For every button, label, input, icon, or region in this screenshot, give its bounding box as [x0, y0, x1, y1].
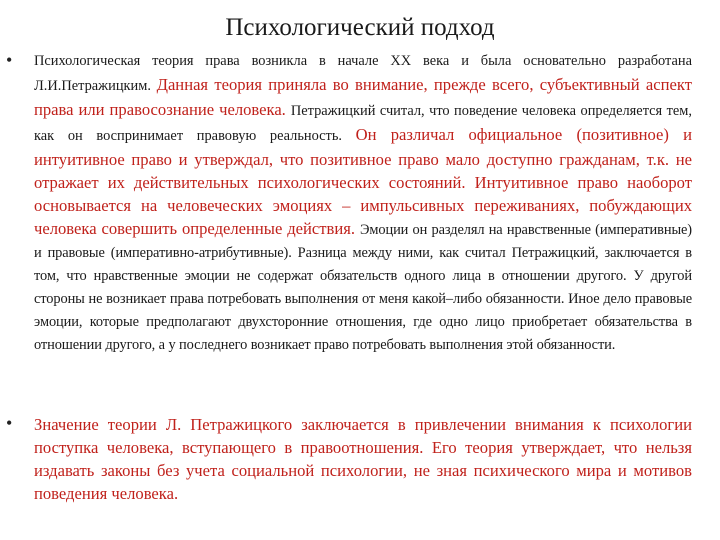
bullet-1-segment-1: Психологическая теория права возникла в начале XX века и была основательно разработана Л.И.Петражицким.	[34, 53, 692, 94]
bullet-marker-1: •	[6, 50, 13, 70]
bullet-1-segment-3: Петражицкий считал, что поведение человека определяется тем, как он воспринимает правовую реальность.	[34, 103, 692, 144]
bullet-2-segment-1: Значение теории Л. Петражицкого заключается в привлечении внимания к психологии поступка человека, вступающего в правоотношения. Его теория утверждает, что нельзя издавать законы без учета социальной психологии, не зная психического мира и мотивов поведения человека.	[34, 415, 692, 503]
bullet-marker-2: •	[6, 413, 13, 433]
bullet-1-segment-4: Он различал официальное (позитивное) и интуитивное право и утверждал, что позитивное право мало доступно гражданам, т.к. не отражает их действительных психологических состояний. Интуитивное право наоборот основывается на человеческих эмоциях – импульсивных переживаниях, побуждающих человека совершить определенные действия.	[34, 125, 692, 238]
bullet-2-text	[34, 413, 692, 505]
bullet-1-segment-2: Данная теория приняла во внимание, прежде всего, субъективный аспект права или правосознание человека.	[34, 75, 692, 119]
bullet-1-text	[34, 50, 692, 357]
bullet-1-segment-5: Эмоции он разделял на нравственные (императивные) и правовые (императивно-атрибутивные). Разница между ними, как считал Петражицкий, заключается в том, что нравственные эмоции не содержат обязательств одного лица в отношении другого. У другой стороны не возникает права потребовать выполнения от меня какой–либо обязанности. Иное дело правовые эмоции, которые предполагают двухсторонние отношения, где одно лицо приобретает обязательства в отношении другого, а у последнего возникает право потребовать выполнения этой обязанности.	[34, 222, 692, 353]
slide-title: Психологический подход	[225, 14, 495, 41]
